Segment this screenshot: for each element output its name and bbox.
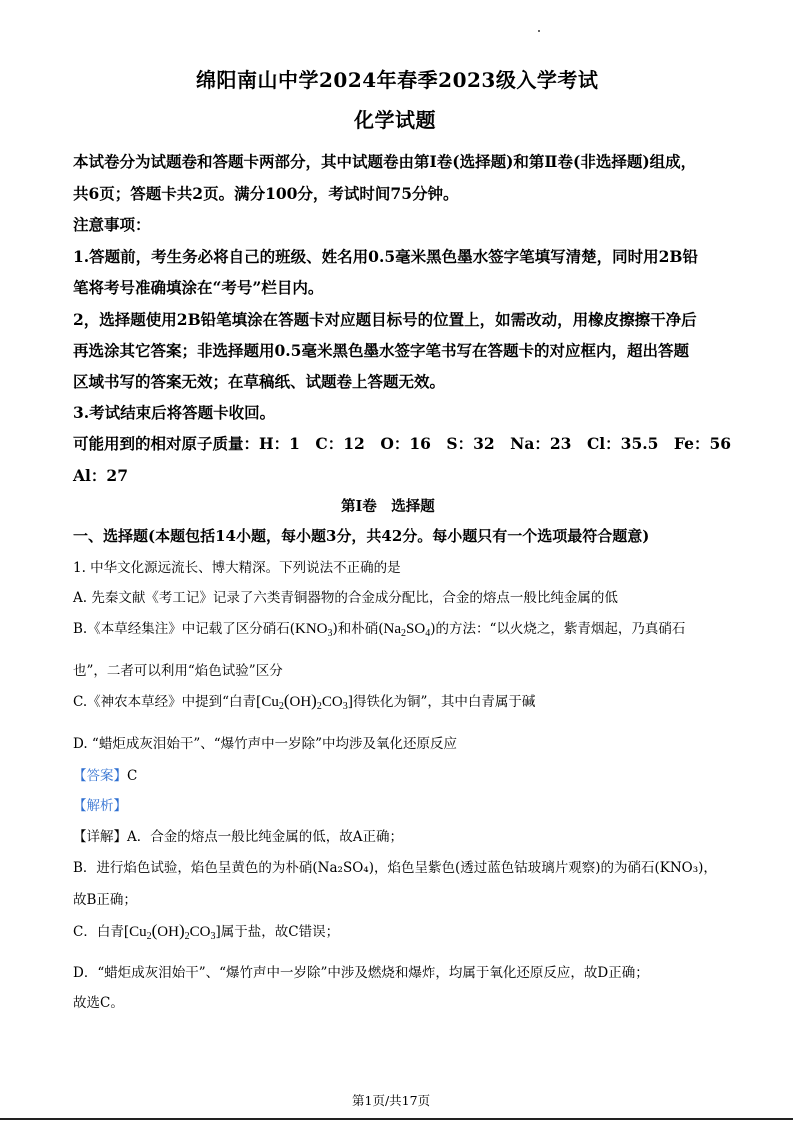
exam-title: 绵阳南山中学2024年春季2023级入学考试 [196, 68, 599, 92]
detail-d: D．“蜡炬成灰泪始干”、“爆竹声中一岁除”中涉及燃烧和爆炸，均属于氧化还原反应，故D正确； [73, 965, 649, 981]
option-d: D. “蜡炬成灰泪始干”、“爆竹声中一岁除”中均涉及氧化还原反应 [73, 736, 458, 752]
option-c-text-2: ]得铁化为铜”，其中白青属于碱 [347, 694, 536, 710]
conclusion: 故选C。 [73, 995, 124, 1011]
option-b-line-1 [73, 617, 685, 639]
detail-b-line-2: 故B正确； [73, 892, 137, 908]
note-1-line-1: 1.答题前，考生务必将自己的班级、姓名用0.5毫米黑色墨水签字笔填写清楚，同时用2B铅 [73, 247, 699, 266]
footer-rule [0, 1118, 793, 1120]
formula-na2so4: $Na_2SO_4$ [383, 621, 431, 639]
option-a: A. 先秦文献《考工记》记录了六类青铜器物的合金成分配比，合金的熔点一般比纯金属的低 [73, 590, 618, 606]
option-b-text-2: )和朴硝( [332, 621, 384, 637]
formula-basic-copper-carbonate-2: $Cu_2(OH)_2CO_3$ [129, 921, 216, 942]
answer-label: 【答案】 [73, 768, 127, 784]
note-2-line-1: 2，选择题使用2B铅笔填涂在答题卡对应题目标号的位置上，如需改动，用橡皮擦擦干净后 [73, 310, 697, 329]
atomic-masses-line-2: Al：27 [73, 466, 128, 485]
analysis-label: 【解析】 [73, 798, 127, 814]
detail-b-line-1: B．进行焰色试验，焰色呈黄色的为朴硝(Na₂SO₄)，焰色呈紫色(透过蓝色钴玻璃片观察)的为硝石(KNO₃)， [73, 860, 717, 876]
note-2-line-2: 再选涂其它答案；非选择题用0.5毫米黑色墨水签字笔书写在答题卡的对应框内，超出答题 [73, 341, 689, 360]
detail-c-text-2: ]属于盐，故C错误； [215, 924, 340, 940]
exam-subject-title: 化学试题 [354, 108, 436, 132]
option-b-text-3: )的方法：“以火烧之，紫青烟起，乃真硝石 [430, 621, 686, 637]
note-1-line-2: 笔将考号准确填涂在“考号”栏目内。 [73, 278, 324, 297]
page-footer: 第1页/共17页 [352, 1093, 431, 1108]
question-stem: 1. 中华文化源远流长、博大精深。下列说法不正确的是 [73, 560, 401, 576]
option-b-text-1: B.《本草经集注》中记载了区分硝石( [73, 621, 295, 637]
formula-basic-copper-carbonate: $Cu_2(OH)_2CO_3$ [261, 691, 348, 712]
atomic-masses-line-1: 可能用到的相对原子质量：H：1 C：12 O：16 S：32 Na：23 Cl：35.5 Fe：56 [73, 434, 732, 453]
section-title: 第Ⅰ卷 选择题 [341, 498, 435, 515]
section-heading: 一、选择题(本题包括14小题，每小题3分，共42分。每小题只有一个选项最符合题意) [73, 527, 650, 545]
intro-line-1: 本试卷分为试题卷和答题卡两部分，其中试题卷由第Ⅰ卷(选择题)和第Ⅱ卷(非选择题)组成， [73, 152, 697, 171]
option-b-line-2: 也”，二者可以利用“焰色试验”区分 [73, 663, 283, 679]
intro-line-2: 共6页；答题卡共2页。满分100分，考试时间75分钟。 [73, 184, 459, 203]
answer-value: C [127, 768, 138, 784]
header-mark [538, 30, 540, 32]
detail-c-text-1: C．白青[ [73, 924, 130, 940]
formula-kno3: $KNO_3$ [294, 621, 333, 639]
note-2-line-3: 区域书写的答案无效；在草稿纸、试题卷上答题无效。 [73, 372, 446, 391]
detail-c [73, 920, 339, 942]
option-c-text-1: C.《神农本草经》中提到“白青[ [73, 694, 262, 710]
note-3: 3.考试结束后将答题卡收回。 [73, 403, 276, 422]
answer-line [73, 764, 137, 784]
detail-a: 【详解】A．合金的熔点一般比纯金属的低，故A正确； [73, 829, 403, 845]
notes-heading: 注意事项： [73, 215, 151, 234]
option-c [73, 690, 535, 712]
